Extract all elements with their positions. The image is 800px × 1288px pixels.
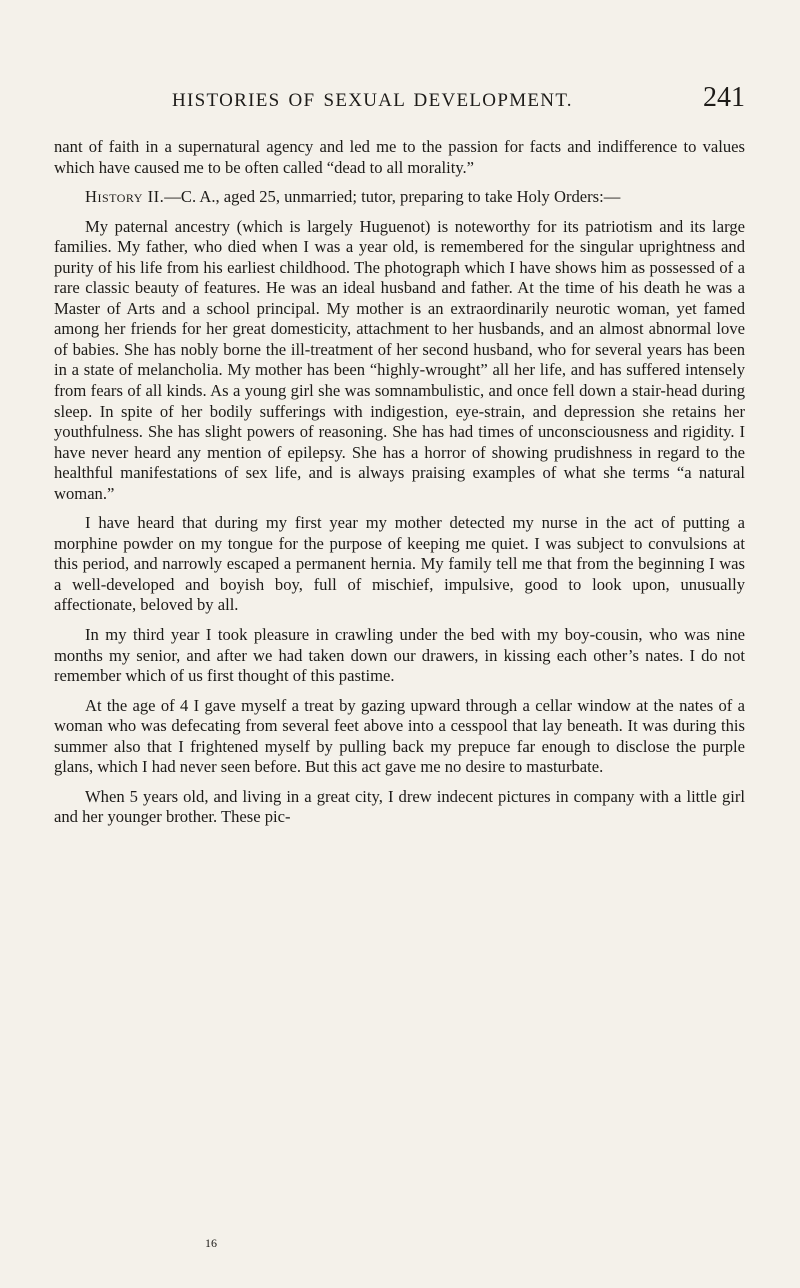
paragraph-age-four: At the age of 4 I gave myself a treat by gazing upward through a cellar window at the nates of a woman who was defecating from several feet above into a cesspool that lay beneath. It was during this summer also that I frightened myself by pulling back my prepuce far enough to disclose the purple glans, which I had never seen before. But this act gave me no desire to masturbate. — [54, 695, 745, 777]
signature-mark: 16 — [205, 1236, 217, 1250]
paragraph-infancy: I have heard that during my first year my mother detected my nurse in the act of putting a morphine powder on my tongue for the purpose of keeping me quiet. I was subject to convulsions at this period, and narrowly escaped a permanent hernia. My family tell me that from the beginning I was a well-developed and boyish boy, full of mischief, impulsive, good to look upon, unusually affectionate, beloved by all. — [54, 513, 745, 615]
paragraph-third-year: In my third year I took pleasure in crawling under the bed with my boy-cousin, who was nine months my senior, and after we had taken down our drawers, in kissing each other’s nates. I do not remember which of us first thought of this pastime. — [54, 625, 745, 686]
running-head — [120, 84, 760, 124]
paragraph-age-five: When 5 years old, and living in a great city, I drew indecent pictures in company with a little girl and her younger brother. These pic- — [54, 786, 745, 827]
body-text — [54, 137, 745, 837]
page-number: 241 — [703, 82, 745, 113]
case-heading-paragraph — [54, 187, 745, 208]
paragraph-ancestry: My paternal ancestry (which is largely Huguenot) is noteworthy for its patriotism and its large families. My father, who died when I was a year old, is remembered for the singular uprightness and purity of his life from his earliest childhood. The photograph which I have shows him as possessed of a rare classic beauty of features. He was an ideal husband and father. At the time of his death he was a Master of Arts and a school principal. My mother is an extraordinarily neurotic woman, yet famed among her friends for her great domesticity, attachment to her husbands, and an almost abnormal love of babies. She has nobly borne the ill-treatment of her second husband, who for several years has been in a state of melancholia. My mother has been “highly-wrought” all her life, and has suffered intensely from fears of all kinds. As a young girl she was somnambulistic, and once fell down a stair-head during sleep. In spite of her bodily sufferings with indigestion, eye-strain, and depression she retains her youthfulness. She has slight powers of reasoning. She has had times of unconsciousness and rigidity. I have never heard any mention of epilepsy. She has a horror of showing prudishness in regard to the healthful manifestations of sex life, and is always praising examples of what she terms “a natural woman.” — [54, 216, 745, 503]
running-title: HISTORIES OF SEXUAL DEVELOPMENT. — [172, 90, 573, 111]
paragraph-continuation: nant of faith in a supernatural agency and led me to the passion for facts and indifference to values which have caused me to be often called “dead to all morality.” — [54, 137, 745, 177]
case-label: History II. — [85, 187, 165, 207]
case-description: —C. A., aged 25, unmarried; tutor, preparing to take Holy Orders:— — [164, 187, 621, 207]
